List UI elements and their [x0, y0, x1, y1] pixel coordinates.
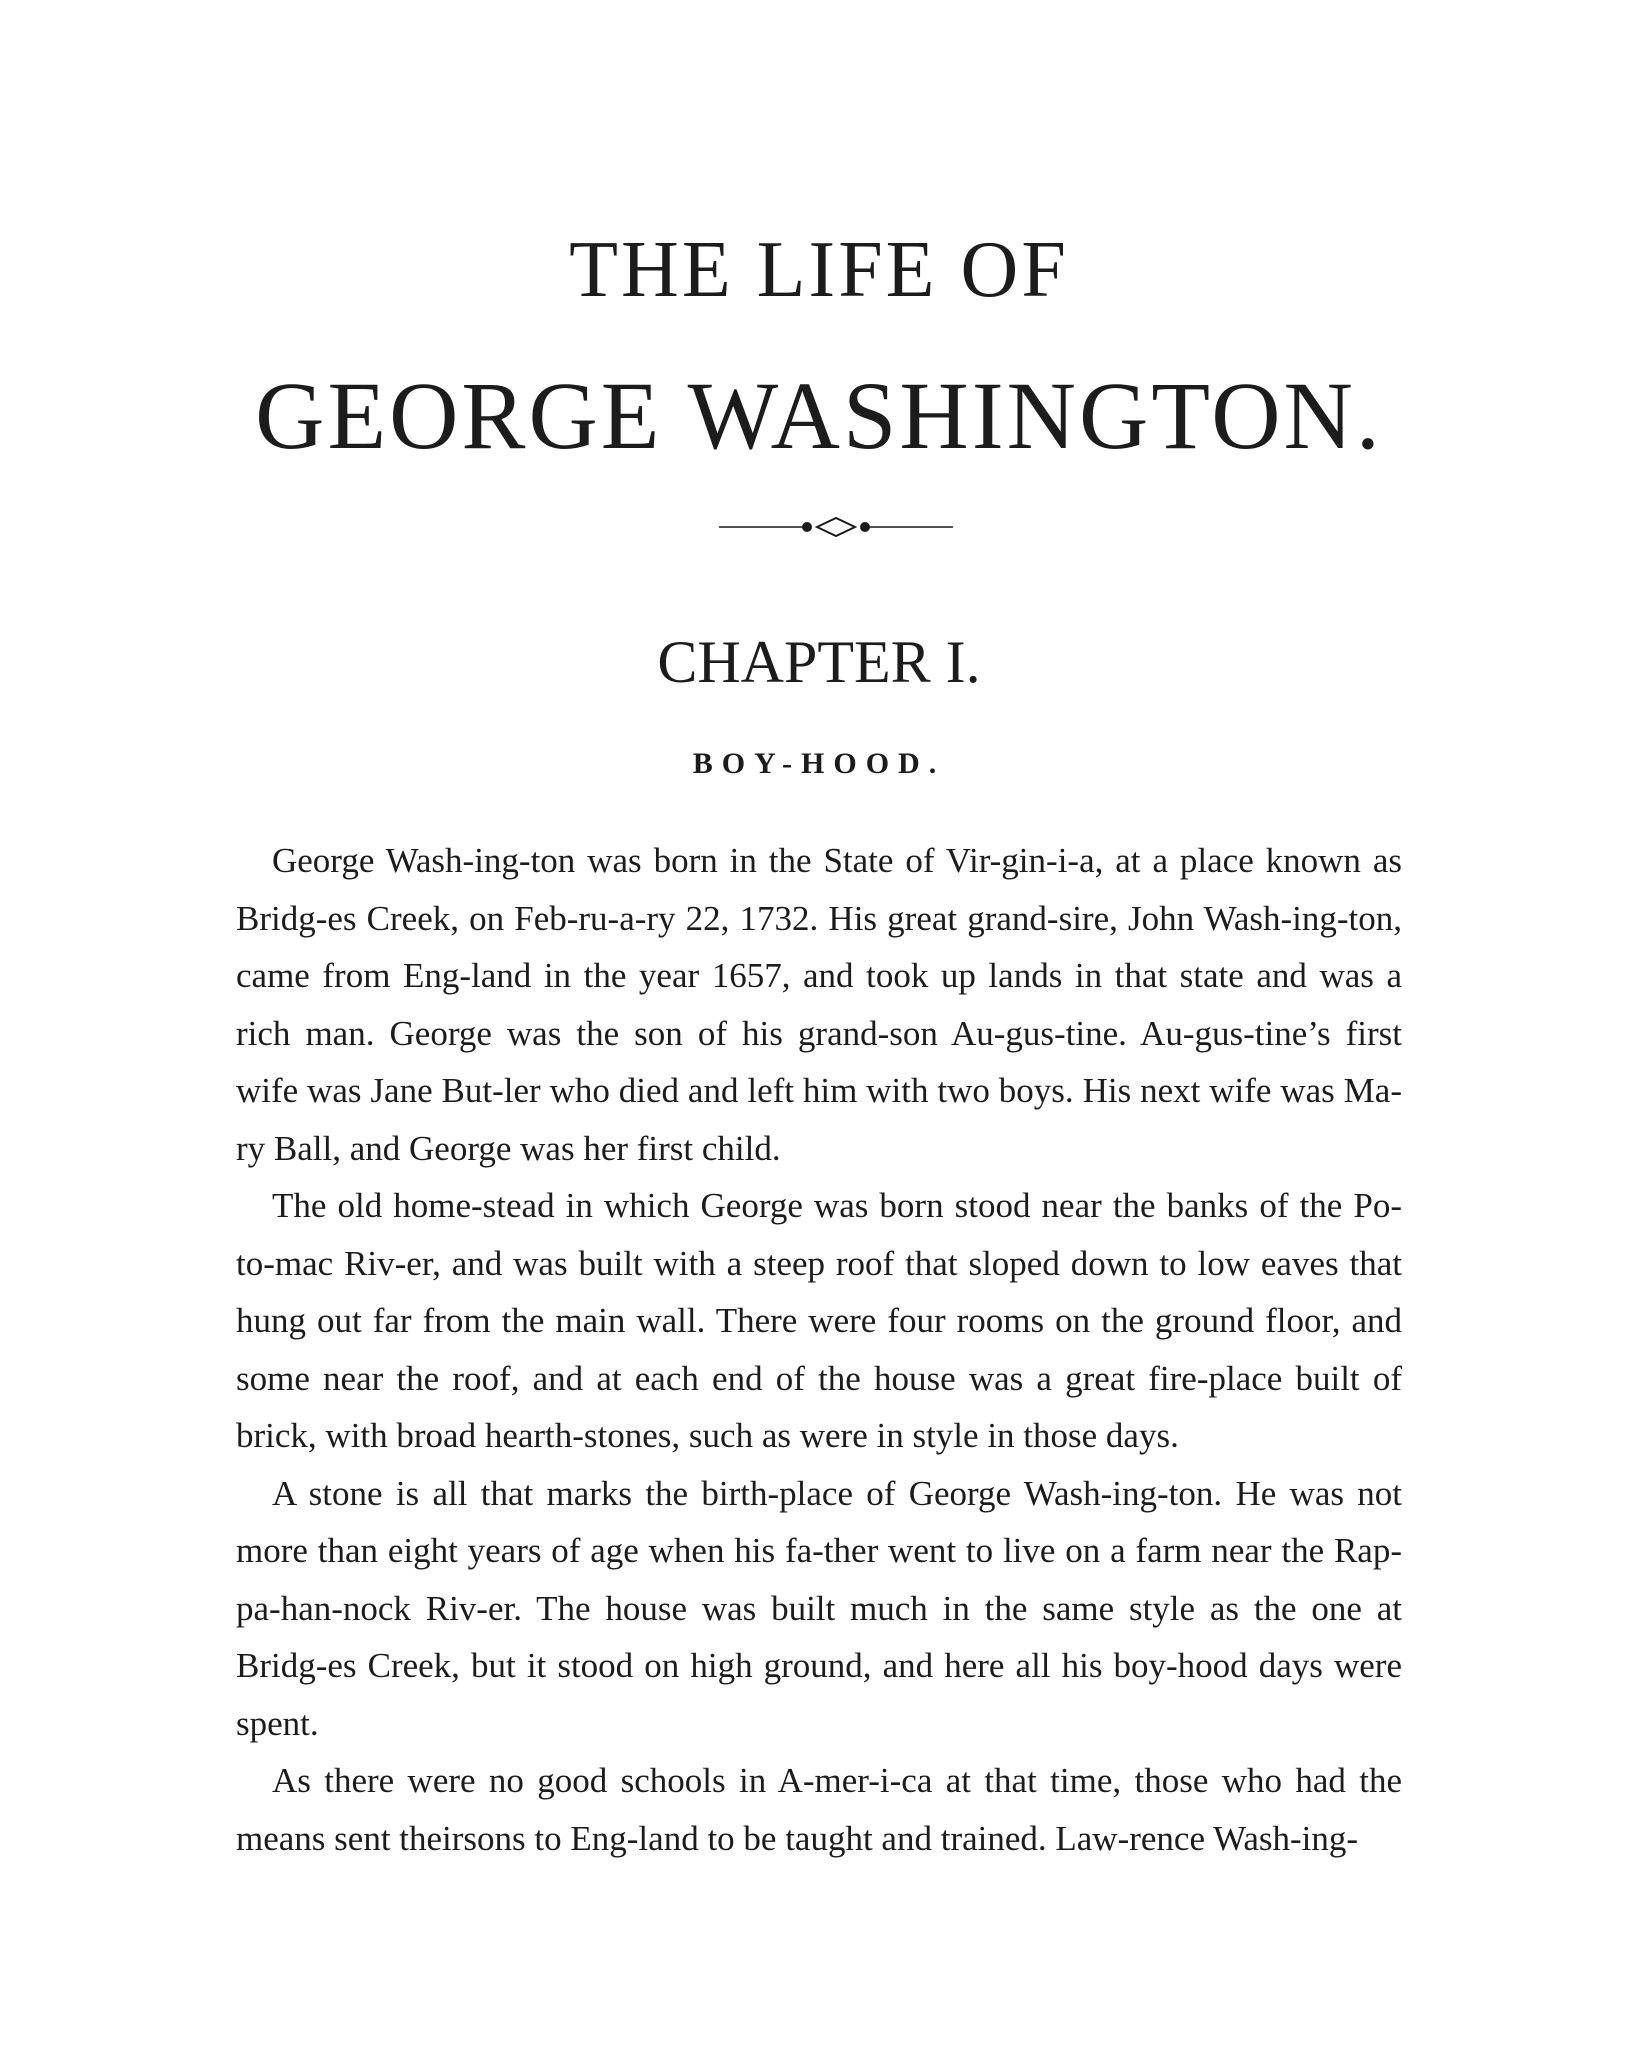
paragraph: A stone is all that marks the birth-place of George Wash-ing-ton. He was not more than eight years of age when his fa-ther went to live on a farm near the Rap-pa-han-nock Riv-er. The house was built much in the same style as the one at Bridg-es Creek, but it stood on high ground, and here all his boy-hood days were spent.	[236, 1473, 1402, 1743]
paragraph: The old home-stead in which George was born stood near the banks of the Po-to-mac Riv-er, and was built with a steep roof that sloped down to low eaves that hung out far from the main wall. There were four rooms on the ground floor, and some near the roof, and at each end of the house was a great fire-place built of brick, with broad hearth-stones, such as were in style in those days.	[236, 1186, 1402, 1455]
diamond-dots-ornament-icon	[719, 512, 953, 542]
book-title-line-1: THE LIFE OF	[569, 226, 1069, 314]
paragraph: As there were no good schools in A-mer-i-ca at that time, those who had the means sent theirsons to Eng-land to be taught and trained. Law-rence Wash-ing-	[236, 1761, 1402, 1858]
chapter-subtitle: BOY-HOOD.	[692, 747, 946, 780]
book-title-line-2: GEORGE WASHINGTON.	[255, 362, 1383, 469]
chapter-heading: CHAPTER I.	[657, 629, 981, 695]
chapter-body	[236, 832, 1402, 1867]
paragraph: George Wash-ing-ton was born in the State of Vir-gin-i-a, at a place known as Bridg-es Creek, on Feb-ru-a-ry 22, 1732. His great grand-sire, John Wash-ing-ton, came from Eng-land in the year 1657, and took up lands in that state and was a rich man. George was the son of his grand-son Au-gus-tine. Au-gus-tine’s first wife was Jane But-ler who died and left him with two boys. His next wife was Ma-ry Ball, and George was her first child.	[236, 841, 1402, 1168]
